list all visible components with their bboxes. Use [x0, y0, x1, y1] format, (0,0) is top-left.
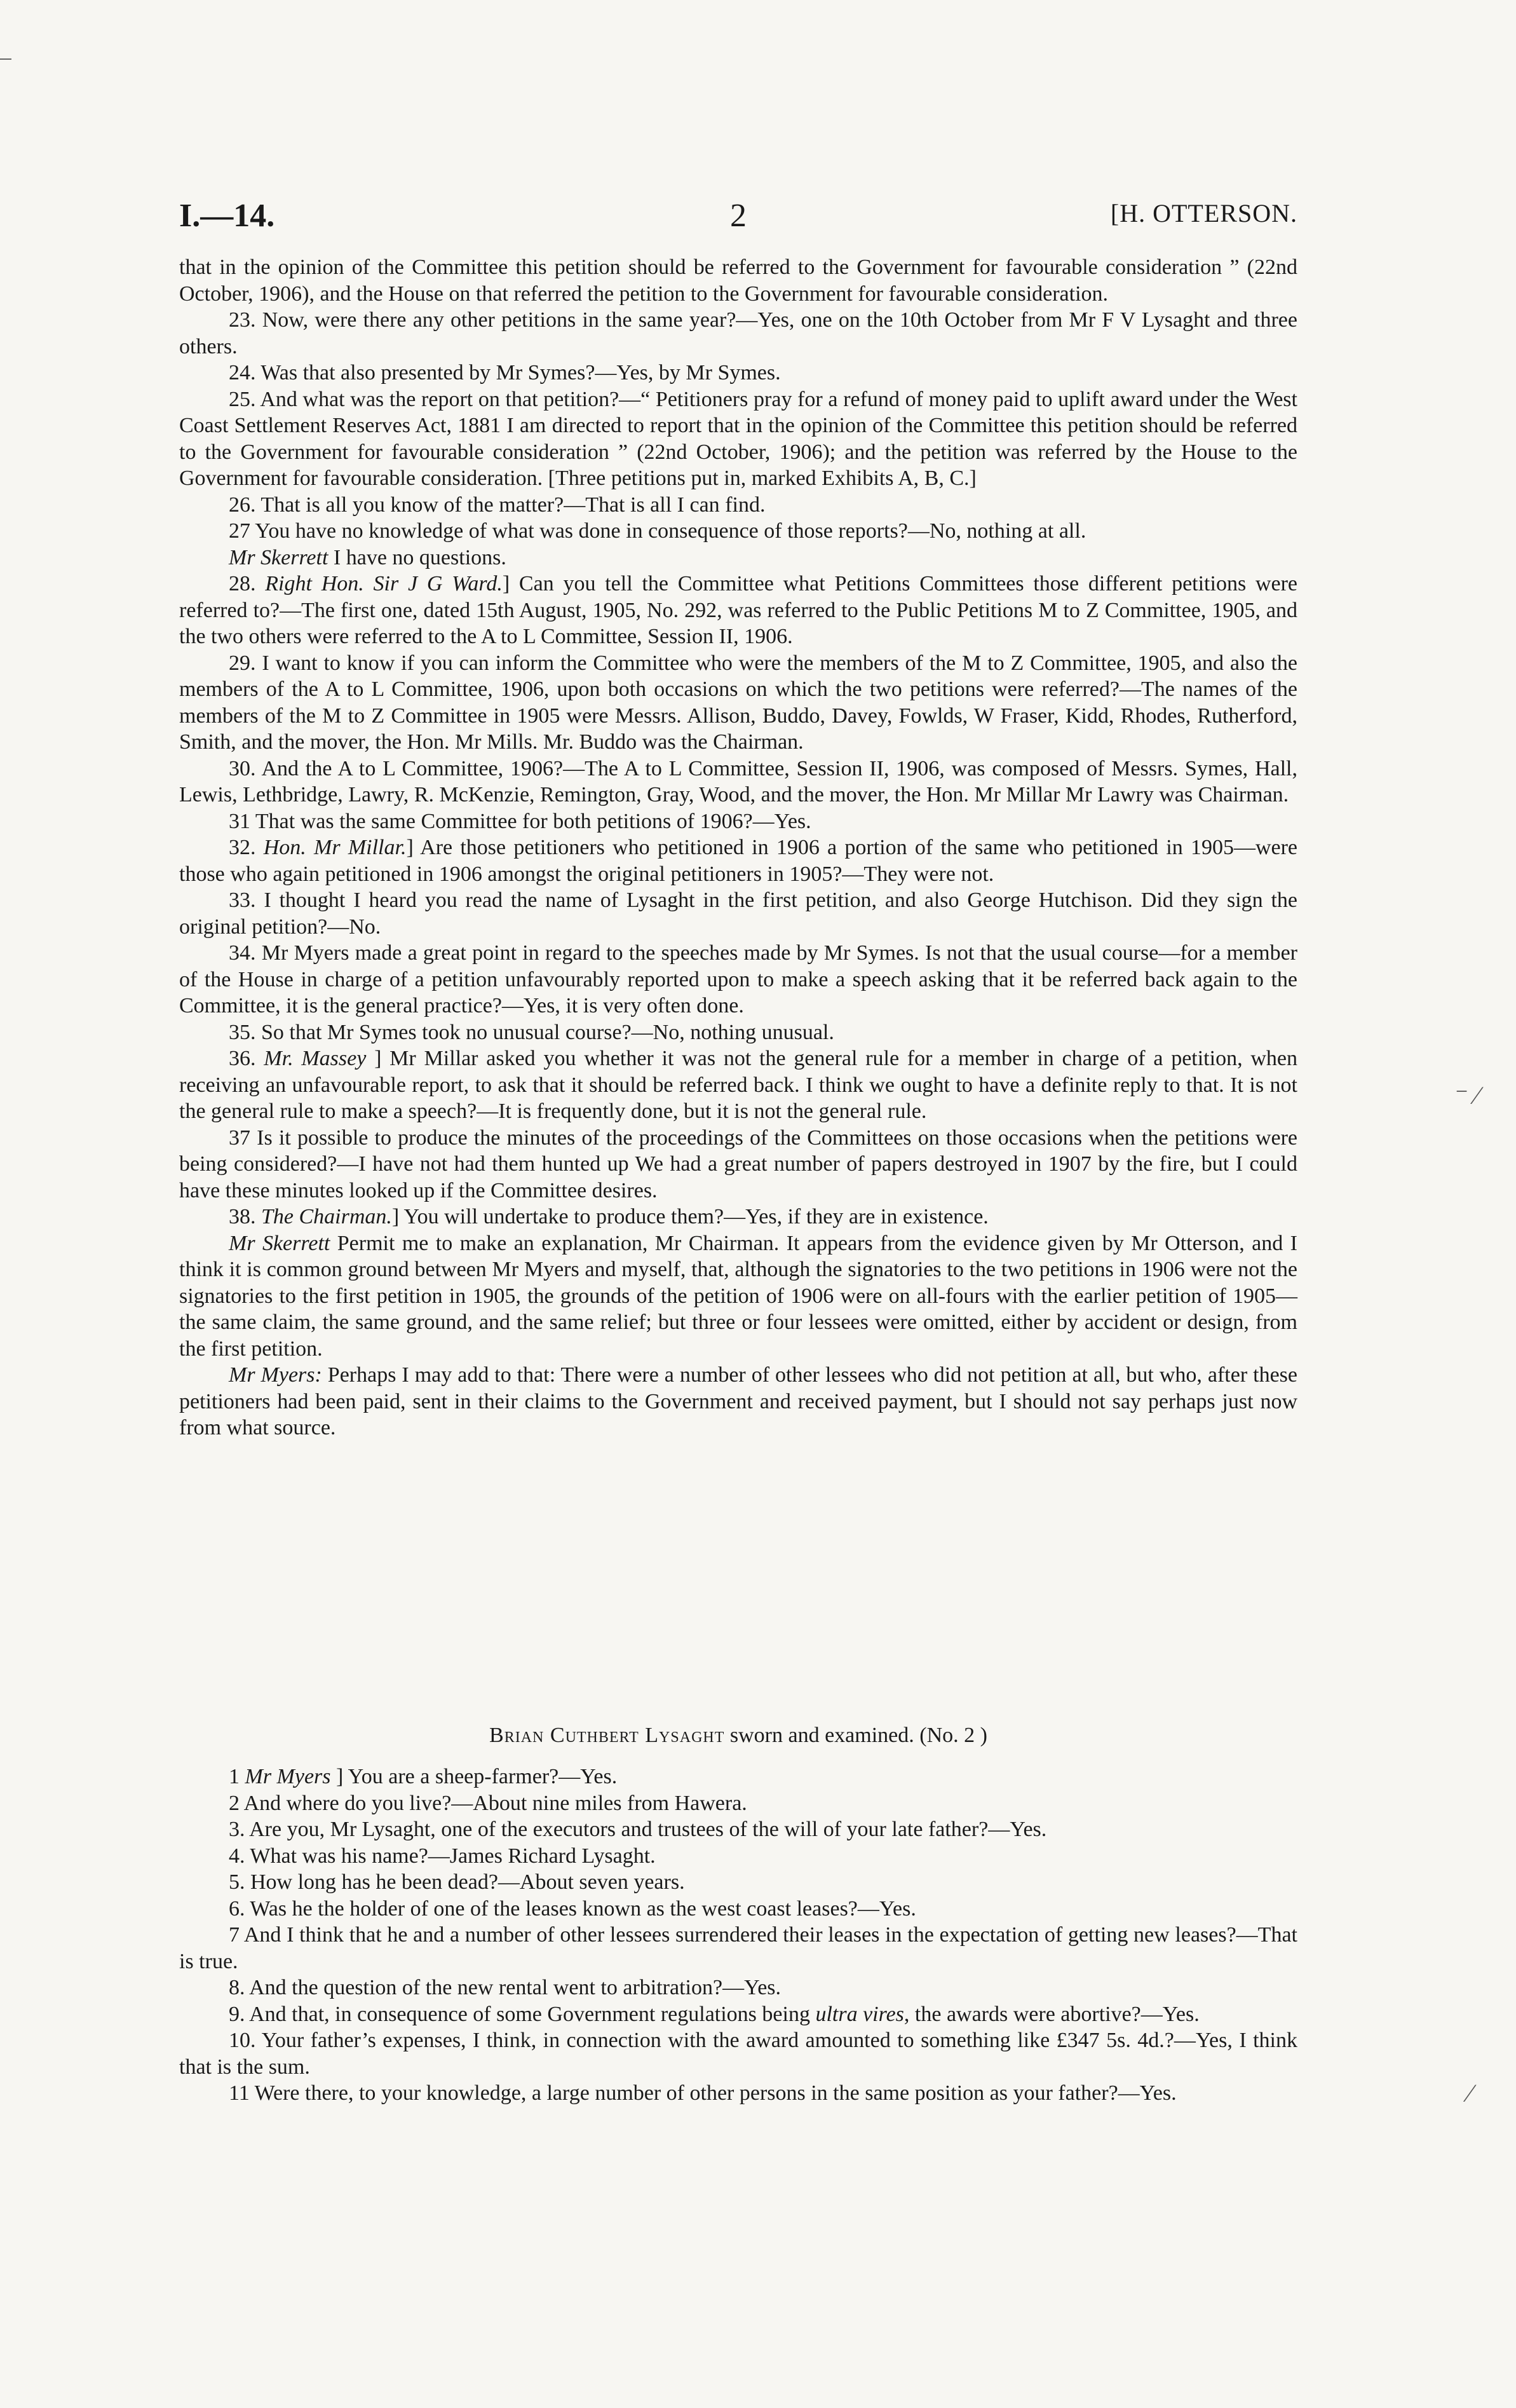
paragraph-text: 29. I want to know if you can inform the Committee who were the members of the M to Z Committee, 1905, and also the members of the A to L Committee, 1906, upon both occasions on which the two petitions were referred?—The names of the members of the M to Z Committee in 1905 were Messrs. Allison, Buddo, Davey, Fowlds, W Fraser, Kidd, Rhodes, Rutherford, Smith, and the mover, the Hon. Mr Mills. Mr. Buddo was the Chairman. [179, 651, 1297, 754]
speaker-name: The Chairman. [261, 1205, 392, 1228]
paragraph-text: ] Mr Millar asked you whether it was not the general rule for a member in charge of a petition, when receiving an unfavourable report, to ask that it should be referred back. I think we ought to have a definite reply to that. It is not the general rule to make a speech?—It is frequently done, but it is not the general rule. [179, 1047, 1297, 1123]
speaker-name: Hon. Mr Millar. [263, 836, 407, 859]
margin-mark [0, 58, 11, 60]
question-number: 28. [229, 572, 266, 595]
paragraph-text: that in the opinion of the Committee this petition should be referred to the Government for favourable consideration ” (22nd October, 1906), and the House on that referred the petition to the Government for favourable consideration. [179, 255, 1297, 306]
paragraph [179, 1019, 1297, 1046]
paragraph [179, 492, 1297, 519]
paragraph [179, 2080, 1297, 2107]
paragraph-text: ] Are those petitioners who petitioned in 1906 a portion of the same who petitioned in 1905—were those who again petitioned in 1906 amongst the original petitioners in 1905?—They were not. [179, 836, 1298, 886]
paragraph [179, 254, 1297, 307]
paragraph-text: 35. So that Mr Symes took no unusual course?—No, nothing unusual. [229, 1020, 834, 1044]
paragraph-text: 8. And the question of the new rental went to arbitration?—Yes. [229, 1976, 782, 1999]
paragraph-text: ] Can you tell the Committee what Petitions Committees those different petitions were referred to?—The first one, dated 15th August, 1905, No. 292, was referred to the Public Petitions M to Z Committee, 1905, and the two others were referred to the A to L Committee, Session II, 1906. [179, 572, 1298, 648]
speaker-name: Mr Skerrett [229, 1231, 330, 1255]
paragraph [179, 1764, 1297, 1790]
paragraph-text: , the awards were abortive?—Yes. [904, 2002, 1200, 2026]
witness-name: [H. OTTERSON. [1110, 199, 1297, 228]
paragraph [179, 1790, 1297, 1817]
speaker-name: Mr Skerrett [229, 545, 328, 569]
paragraph [179, 940, 1297, 1019]
paragraph-text: 4. What was his name?—James Richard Lysaght. [229, 1844, 656, 1868]
paragraph-text: 25. And what was the report on that petition?—“ Petitioners pray for a refund of money paid to uplift award under the West Coast Settlement Reserves Act, 1881 I am directed to report that in the opinion of the Committee this petition should be referred to the Government for favourable consideration ” (22nd October, 1906); and the petition was referred by the House to the Government for favourable consideration. [Three petitions put in, marked Exhibits A, B, C.] [179, 387, 1297, 490]
paragraph [179, 518, 1297, 545]
paragraph [179, 1362, 1297, 1441]
speaker-name: Mr Myers [245, 1765, 331, 1788]
paragraph-text: 5. How long has he been dead?—About seven years. [229, 1870, 685, 1894]
question-number: 9. And that, in consequence of some Government regulations being [229, 2002, 816, 2026]
paragraph [179, 1204, 1297, 1230]
paragraph-text: 23. Now, were there any other petitions in the same year?—Yes, one on the 10th October from Mr F V Lysaght and three others. [179, 308, 1297, 358]
evidence-text [179, 254, 1297, 1441]
paragraph [179, 756, 1297, 808]
paragraph [179, 1896, 1297, 1922]
paragraph-text: 11 Were there, to your knowledge, a large number of other persons in the same position as your father?—Yes. [229, 2081, 1177, 2105]
question-number: 32. [229, 836, 264, 859]
paragraph-text: 33. I thought I heard you read the name of Lysaght in the first petition, and also George Hutchison. Did they sign the original petition?—No. [179, 888, 1297, 939]
paragraph-text: Permit me to make an explanation, Mr Chairman. It appears from the evidence given by Mr Otterson, and I think it is common ground between Mr Myers and myself, that, although the signatories to the two petitions in 1906 were not the signatories to the first petition in 1905, the grounds of the petition of 1906 were on all-fours with the earlier petition of 1905—the same claim, the same ground, and the same relief; but three or four lessees were omitted, either by accident or design, from the first petition. [179, 1231, 1297, 1361]
speaker-name: Mr Myers: [229, 1363, 322, 1387]
section-heading [179, 1722, 1297, 1749]
witness-heading-name: Brian Cuthbert Lysaght [489, 1724, 725, 1747]
paper-number: I.—14. [179, 198, 275, 234]
paragraph [179, 2001, 1297, 2028]
speaker-name: ultra vires [815, 2002, 904, 2026]
paragraph [179, 386, 1297, 492]
evidence-text-2 [179, 1764, 1297, 2107]
page-header [179, 197, 1297, 241]
question-number: 36. [229, 1047, 264, 1070]
paragraph [179, 1125, 1297, 1204]
paragraph [179, 1230, 1297, 1363]
question-number: 1 [229, 1765, 245, 1788]
paragraph-text: 6. Was he the holder of one of the leases known as the west coast leases?—Yes. [229, 1896, 916, 1921]
paragraph [179, 1869, 1297, 1896]
margin-mark: ⁄ [1468, 2079, 1472, 2107]
paragraph [179, 2027, 1297, 2080]
paragraph-text: 26. That is all you know of the matter?—That is all I can find. [229, 493, 766, 517]
speaker-name: Mr. Massey [264, 1047, 367, 1070]
paragraph-text: 10. Your father’s expenses, I think, in connection with the award amounted to something like £347 5s. 4d.?—Yes, I think that is the sum. [179, 2029, 1297, 2079]
speaker-name: Right Hon. Sir J G Ward. [265, 572, 503, 595]
paragraph-text: 24. Was that also presented by Mr Symes?—Yes, by Mr Symes. [229, 361, 781, 384]
page-number: 2 [730, 198, 747, 234]
paragraph-text: 30. And the A to L Committee, 1906?—The A to L Committee, Session II, 1906, was composed of Messrs. Symes, Hall, Lewis, Lethbridge, Lawry, R. McKenzie, Remington, Gray, Wood, and the mover, the Hon. Mr Millar Mr Lawry was Chairman. [179, 756, 1297, 806]
paragraph-text: 37 Is it possible to produce the minutes of the proceedings of the Committees on those occasions when the petitions were being considered?—I have not had them hunted up We had a great number of papers destroyed in 1907 by the fire, but I could have these minutes looked up if the Committee desires. [179, 1126, 1297, 1202]
witness-heading-rest: sworn and examined. (No. 2 ) [724, 1724, 987, 1747]
paragraph-text: ] You are a sheep-farmer?—Yes. [330, 1765, 618, 1788]
paragraph-text: ] You will undertake to produce them?—Yes, if they are in existence. [391, 1205, 989, 1228]
paragraph [179, 360, 1297, 386]
paragraph [179, 545, 1297, 571]
paragraph-text: 3. Are you, Mr Lysaght, one of the executors and trustees of the will of your late father?—Yes. [229, 1818, 1047, 1841]
paragraph-text: 27 You have no knowledge of what was done in consequence of those reports?—No, nothing at all. [229, 519, 1086, 543]
paragraph [179, 887, 1297, 940]
margin-mark: ⁻ ⁄ [1455, 1081, 1479, 1110]
paragraph [179, 1975, 1297, 2001]
paragraph [179, 834, 1297, 887]
paragraph-text: Perhaps I may add to that: There were a number of other lessees who did not petition at all, but who, after these petitioners had been paid, sent in their claims to the Government and received payment, but I should not say perhaps just now from what source. [179, 1363, 1297, 1439]
paragraph [179, 1843, 1297, 1870]
paragraph [179, 808, 1297, 835]
paragraph [179, 1816, 1297, 1843]
paragraph [179, 1922, 1297, 1975]
paragraph-text: I have no questions. [328, 545, 506, 569]
paragraph-text: 7 And I think that he and a number of other lessees surrendered their leases in the expectation of getting new leases?—That is true. [179, 1923, 1297, 1973]
paragraph [179, 307, 1297, 360]
question-number: 38. [229, 1205, 261, 1228]
paragraph [179, 1045, 1297, 1125]
paragraph-text: 31 That was the same Committee for both petitions of 1906?—Yes. [229, 809, 811, 833]
paragraph [179, 571, 1297, 650]
paragraph [179, 650, 1297, 756]
paragraph-text: 2 And where do you live?—About nine miles from Hawera. [229, 1791, 747, 1815]
paragraph-text: 34. Mr Myers made a great point in regard to the speeches made by Mr Symes. Is not that the usual course—for a member of the House in charge of a petition unfavourably reported upon to make a speech asking that it be referred back again to the Committee, it is the general practice?—Yes, it is very often done. [179, 941, 1297, 1017]
